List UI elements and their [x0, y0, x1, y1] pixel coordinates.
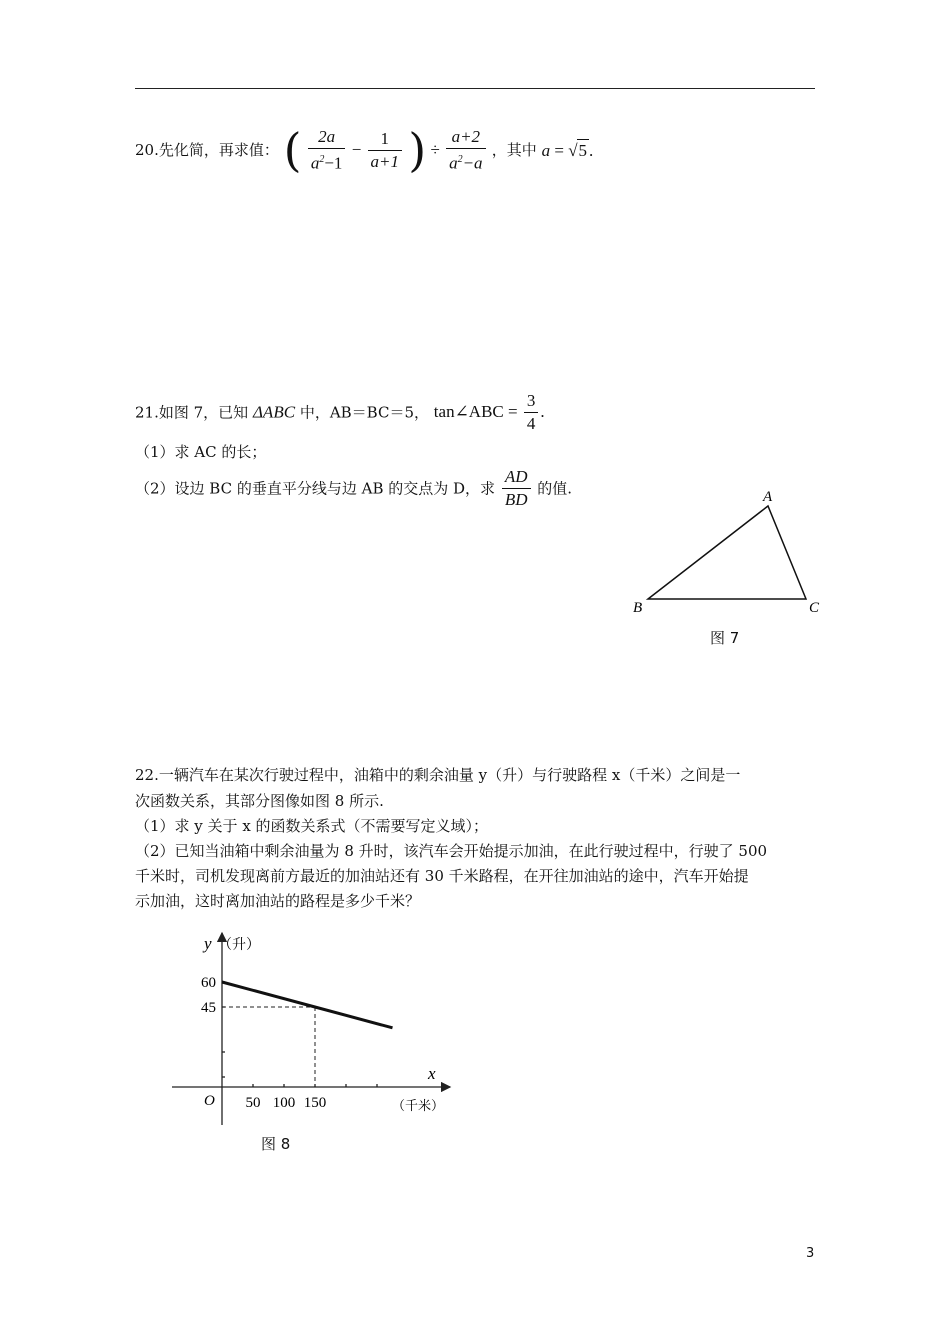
triangle-abc: [648, 506, 806, 599]
q21-mid: 中，AB＝BC＝5，: [299, 403, 430, 422]
origin-label: O: [204, 1093, 215, 1109]
q20-fraction-1-den: $a^2-1$: [310, 153, 343, 173]
minus-sign: −: [351, 140, 362, 160]
right-paren: ): [408, 123, 427, 178]
x-ticks: [246, 1084, 378, 1111]
vertex-label-c: C: [809, 600, 820, 616]
figure-7-caption: 图 7: [710, 629, 740, 647]
q21-triangle: ΔABC: [252, 402, 296, 422]
q21-tan-fraction: $\frac{3}{4}$: [524, 390, 539, 435]
page-number: 3: [806, 1246, 815, 1261]
x-tick-label: 100: [272, 1095, 296, 1111]
q20-expression: [283, 123, 492, 178]
fuel-line-series: [222, 982, 393, 1028]
q22-line-2: 次函数关系，其部分图像如图 8 所示.: [135, 792, 384, 810]
q21-part-2: （2）设边 BC 的垂直平分线与边 AB 的交点为 D，求 $\frac{AD}{BD}$ 的值.: [135, 467, 573, 509]
vertex-label-a: A: [763, 489, 773, 505]
question-20: [135, 123, 594, 178]
q22-line-3: （1）求 y 关于 x 的函数关系式（不需要写定义域）；: [135, 817, 489, 835]
q20-fraction-2-num: 1: [368, 128, 402, 151]
q20-fraction-2: [368, 128, 402, 173]
q22-line-5: 千米时，司机发现离前方最近的加油站还有 30 千米路程，在开往加油站的途中，汽车开始提: [135, 867, 749, 885]
vertex-label-b: B: [633, 600, 643, 616]
left-paren: (: [283, 123, 302, 178]
figure-8-chart: [160, 925, 480, 1125]
figure-7-triangle: [620, 480, 840, 630]
x-axis-unit: （千米）: [392, 1098, 445, 1113]
q22-line-4: （2）已知当油箱中剩余油量为 8 升时，该汽车会开始提示加油，在此行驶过程中，行驶了 500: [135, 842, 768, 860]
q22-line-1: 22.一辆汽车在某次行驶过程中，油箱中的剩余油量 y（升）与行驶路程 x（千米）之间是一: [135, 766, 741, 784]
q20-mid: ，其中: [491, 141, 537, 160]
q20-condition: a = √5 .: [541, 140, 594, 160]
y-axis-var: y: [204, 934, 212, 953]
q20-fraction-1: [308, 126, 346, 175]
header-rule: [135, 88, 815, 89]
figure-8-caption: 图 8: [261, 1135, 291, 1153]
y-axis-unit: （升）: [218, 938, 260, 953]
x-tick-label: 150: [303, 1095, 327, 1111]
y-tick-label: 45: [201, 1000, 216, 1016]
q20-fraction-1-num: 2a: [308, 126, 346, 149]
q20-fraction-3-den: $a^2-a$: [449, 153, 483, 173]
q21-ratio-fraction: $\frac{AD}{BD}$: [502, 466, 531, 511]
question-21: [135, 390, 545, 435]
q21-prefix: 21.如图 7，已知: [135, 403, 249, 422]
q20-fraction-2-den: a+1: [370, 151, 400, 171]
divide-sign: ÷: [430, 140, 440, 160]
q20-fraction-3-num: a+2: [446, 126, 485, 149]
x-tick-label: 50: [245, 1095, 261, 1111]
q21-tan: tan∠ABC = $\frac{3}{4}$ .: [433, 391, 545, 433]
q22-line-6: 示加油，这时离加油站的路程是多少千米？: [135, 892, 421, 910]
y-tick-label: 60: [201, 975, 216, 991]
q20-prefix: 20.先化简，再求值：: [135, 141, 279, 160]
x-axis-var: x: [428, 1064, 436, 1083]
q20-fraction-3: [446, 126, 485, 175]
q21-part-1: （1）求 AC 的长；: [135, 443, 267, 461]
